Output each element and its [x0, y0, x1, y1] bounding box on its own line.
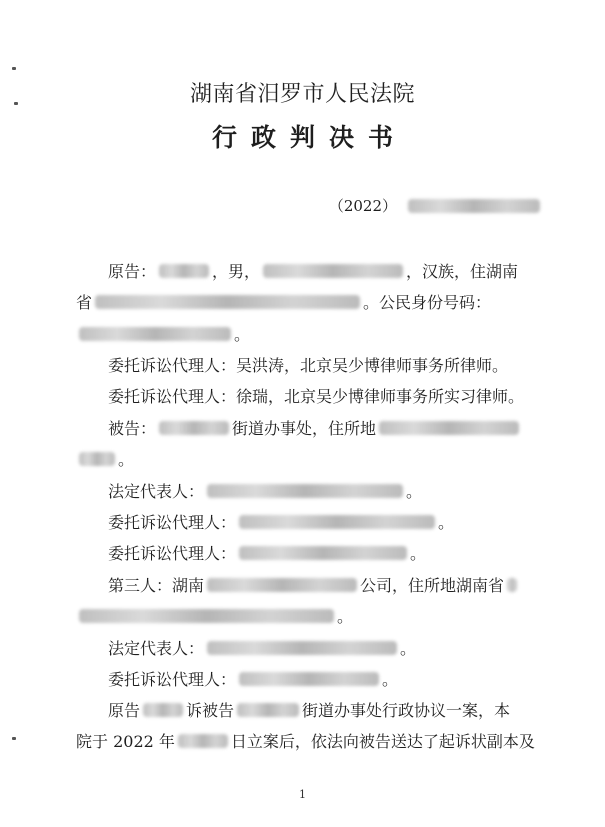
redacted-plaintiff-name — [143, 703, 183, 717]
document-title: 行政判决书 — [211, 123, 407, 152]
province-prefix: 省 — [76, 293, 93, 312]
plaintiff-label: 原告： — [108, 262, 157, 281]
case-paragraph-line-1 — [108, 698, 510, 721]
redacted-id-number — [79, 327, 231, 341]
third-party-line — [108, 573, 520, 596]
redacted-third-party-address — [79, 609, 334, 623]
case-number — [329, 195, 543, 216]
legal-rep-label: 法定代表人： — [108, 482, 205, 501]
legal-rep-label: 法定代表人： — [108, 639, 205, 658]
third-party-agent-line — [108, 667, 398, 690]
legal-rep-2-line — [108, 636, 416, 659]
defendant-label: 被告： — [108, 419, 157, 438]
redacted-date — [178, 734, 228, 748]
defendant-agent-2-line — [108, 541, 426, 564]
body-text: 日立案后，依法向被告送达了起诉状副本及 — [230, 732, 535, 751]
court-name: 湖南省汨罗市人民法院 — [189, 82, 415, 107]
plaintiff-agent-1: 委托诉讼代理人：吴洪涛，北京吴少博律师事务所律师。 — [108, 356, 509, 375]
case-number-year: （2022） — [328, 197, 397, 215]
line-end: 。 — [406, 482, 423, 501]
body-text: 街道办事处行政协议一案，本 — [302, 701, 511, 720]
scan-mark — [12, 67, 16, 70]
redacted-defendant-name — [159, 421, 229, 435]
redacted-agent — [239, 515, 435, 529]
line-end: 。 — [400, 639, 417, 658]
defendant-agent-1-line — [108, 510, 454, 533]
body-text: 诉被告 — [186, 701, 235, 720]
third-party-company: 公司，住所地湖南省 — [360, 576, 505, 595]
defendant-end: 。 — [118, 450, 135, 469]
plaintiff-agent-2: 委托诉讼代理人：徐瑞，北京吴少博律师事务所实习律师。 — [108, 387, 525, 406]
plaintiff-ethnicity: ，汉族，住湖南 — [406, 262, 519, 281]
redacted-address-start — [507, 578, 517, 592]
redacted-agent — [239, 546, 407, 560]
defendant-address-line — [76, 447, 134, 470]
line-end: 。 — [410, 544, 427, 563]
scan-mark — [12, 737, 16, 740]
body-text: 原告 — [108, 701, 141, 720]
body-text: 院于 2022 年 — [76, 732, 175, 751]
redacted-company-name — [207, 578, 357, 592]
third-party-end: 。 — [337, 607, 354, 626]
plaintiff-address-line — [76, 290, 491, 313]
id-end: 。 — [234, 325, 251, 344]
defendant-line — [108, 416, 522, 439]
agent-label: 委托诉讼代理人： — [108, 670, 237, 689]
redacted-defendant-name — [237, 703, 299, 717]
plaintiff-gender: ，男， — [212, 262, 261, 281]
third-party-label: 第三人：湖南 — [108, 576, 205, 595]
redacted-defendant-address — [379, 421, 519, 435]
line-end: 。 — [382, 670, 399, 689]
case-paragraph-line-2 — [76, 729, 535, 752]
plaintiff-id-line — [76, 322, 250, 345]
redacted-agent — [239, 672, 379, 686]
redacted-legal-rep — [207, 484, 403, 498]
id-label: 。公民身份号码： — [363, 293, 492, 312]
redacted-legal-rep — [207, 641, 397, 655]
redacted-case-number — [408, 199, 540, 213]
redacted-plaintiff-name — [159, 264, 209, 278]
line-end: 。 — [438, 513, 455, 532]
page-number: 1 — [299, 788, 306, 801]
redacted-plaintiff-address — [95, 295, 360, 309]
defendant-office: 街道办事处，住所地 — [232, 419, 377, 438]
redacted-defendant-address-end — [79, 452, 115, 466]
plaintiff-line — [108, 259, 518, 282]
redacted-birthdate — [263, 264, 403, 278]
agent-label: 委托诉讼代理人： — [108, 513, 237, 532]
third-party-address-line — [76, 604, 353, 627]
agent-label: 委托诉讼代理人： — [108, 544, 237, 563]
legal-rep-1-line — [108, 479, 422, 502]
